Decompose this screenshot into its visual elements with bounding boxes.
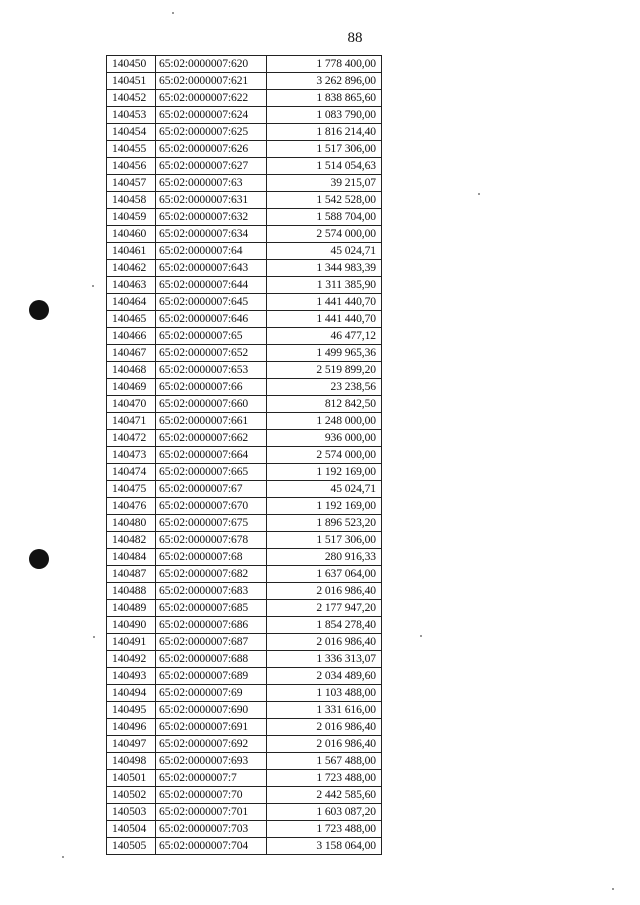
row-number-cell: 140466	[107, 328, 156, 345]
cadastral-value-cell: 1 517 306,00	[267, 532, 382, 549]
cadastral-value-cell: 1 248 000,00	[267, 413, 382, 430]
table-row	[107, 192, 382, 209]
cadastral-number-cell: 65:02:0000007:621	[156, 73, 267, 90]
table-row	[107, 124, 382, 141]
cadastral-value-cell: 1 723 488,00	[267, 821, 382, 838]
scan-speck	[92, 285, 94, 287]
row-number-cell: 140475	[107, 481, 156, 498]
row-number-cell: 140464	[107, 294, 156, 311]
table-row	[107, 804, 382, 821]
cadastral-number-cell: 65:02:0000007:646	[156, 311, 267, 328]
cadastral-value-cell: 2 016 986,40	[267, 736, 382, 753]
table-row	[107, 668, 382, 685]
cadastral-value-cell: 1 854 278,40	[267, 617, 382, 634]
cadastral-value-cell: 812 842,50	[267, 396, 382, 413]
cadastral-number-cell: 65:02:0000007:692	[156, 736, 267, 753]
table-row	[107, 600, 382, 617]
cadastral-number-cell: 65:02:0000007:631	[156, 192, 267, 209]
row-number-cell: 140491	[107, 634, 156, 651]
table-row	[107, 634, 382, 651]
row-number-cell: 140456	[107, 158, 156, 175]
cadastral-number-cell: 65:02:0000007:644	[156, 277, 267, 294]
table-row	[107, 209, 382, 226]
cadastral-number-cell: 65:02:0000007:691	[156, 719, 267, 736]
row-number-cell: 140476	[107, 498, 156, 515]
cadastral-value-table	[106, 55, 382, 855]
table-row	[107, 498, 382, 515]
row-number-cell: 140474	[107, 464, 156, 481]
cadastral-number-cell: 65:02:0000007:693	[156, 753, 267, 770]
row-number-cell: 140450	[107, 56, 156, 73]
scan-speck	[420, 635, 422, 637]
table-row	[107, 617, 382, 634]
table-row	[107, 651, 382, 668]
row-number-cell: 140484	[107, 549, 156, 566]
punch-hole-lower	[29, 549, 49, 569]
row-number-cell: 140463	[107, 277, 156, 294]
cadastral-value-cell: 1 778 400,00	[267, 56, 382, 73]
cadastral-value-cell: 3 158 064,00	[267, 838, 382, 855]
row-number-cell: 140494	[107, 685, 156, 702]
row-number-cell: 140470	[107, 396, 156, 413]
table-row	[107, 736, 382, 753]
cadastral-number-cell: 65:02:0000007:652	[156, 345, 267, 362]
cadastral-number-cell: 65:02:0000007:625	[156, 124, 267, 141]
cadastral-number-cell: 65:02:0000007:688	[156, 651, 267, 668]
table-row	[107, 532, 382, 549]
cadastral-value-cell: 23 238,56	[267, 379, 382, 396]
cadastral-number-cell: 65:02:0000007:687	[156, 634, 267, 651]
cadastral-number-cell: 65:02:0000007:682	[156, 566, 267, 583]
table-row	[107, 464, 382, 481]
row-number-cell: 140453	[107, 107, 156, 124]
cadastral-value-cell: 45 024,71	[267, 243, 382, 260]
row-number-cell: 140498	[107, 753, 156, 770]
cadastral-number-cell: 65:02:0000007:63	[156, 175, 267, 192]
cadastral-number-cell: 65:02:0000007:704	[156, 838, 267, 855]
row-number-cell: 140480	[107, 515, 156, 532]
cadastral-value-cell: 1 637 064,00	[267, 566, 382, 583]
cadastral-number-cell: 65:02:0000007:70	[156, 787, 267, 804]
row-number-cell: 140496	[107, 719, 156, 736]
table-row	[107, 243, 382, 260]
cadastral-value-cell: 45 024,71	[267, 481, 382, 498]
cadastral-value-cell: 1 192 169,00	[267, 464, 382, 481]
scan-speck	[62, 856, 64, 858]
table-row	[107, 90, 382, 107]
cadastral-number-cell: 65:02:0000007:65	[156, 328, 267, 345]
cadastral-number-cell: 65:02:0000007:622	[156, 90, 267, 107]
cadastral-number-cell: 65:02:0000007:632	[156, 209, 267, 226]
cadastral-number-cell: 65:02:0000007:685	[156, 600, 267, 617]
row-number-cell: 140495	[107, 702, 156, 719]
cadastral-number-cell: 65:02:0000007:620	[156, 56, 267, 73]
table-row	[107, 685, 382, 702]
table-row	[107, 719, 382, 736]
row-number-cell: 140469	[107, 379, 156, 396]
cadastral-number-cell: 65:02:0000007:653	[156, 362, 267, 379]
table-row	[107, 277, 382, 294]
cadastral-number-cell: 65:02:0000007:701	[156, 804, 267, 821]
row-number-cell: 140461	[107, 243, 156, 260]
row-number-cell: 140471	[107, 413, 156, 430]
cadastral-number-cell: 65:02:0000007:626	[156, 141, 267, 158]
cadastral-value-cell: 1 723 488,00	[267, 770, 382, 787]
cadastral-value-cell: 1 441 440,70	[267, 294, 382, 311]
page-number: 88	[347, 30, 363, 46]
row-number-cell: 140451	[107, 73, 156, 90]
table-row	[107, 430, 382, 447]
cadastral-value-cell: 39 215,07	[267, 175, 382, 192]
cadastral-value-cell: 1 816 214,40	[267, 124, 382, 141]
cadastral-value-cell: 2 034 489,60	[267, 668, 382, 685]
row-number-cell: 140503	[107, 804, 156, 821]
row-number-cell: 140465	[107, 311, 156, 328]
row-number-cell: 140488	[107, 583, 156, 600]
table-row	[107, 362, 382, 379]
scan-speck	[93, 636, 95, 638]
table-row	[107, 566, 382, 583]
cadastral-value-cell: 1 344 983,39	[267, 260, 382, 277]
cadastral-number-cell: 65:02:0000007:670	[156, 498, 267, 515]
table-row	[107, 379, 382, 396]
cadastral-value-cell: 2 177 947,20	[267, 600, 382, 617]
cadastral-number-cell: 65:02:0000007:67	[156, 481, 267, 498]
cadastral-value-cell: 1 896 523,20	[267, 515, 382, 532]
table-row	[107, 413, 382, 430]
table-row	[107, 328, 382, 345]
cadastral-value-cell: 1 441 440,70	[267, 311, 382, 328]
cadastral-value-cell: 2 016 986,40	[267, 583, 382, 600]
cadastral-value-cell: 1 542 528,00	[267, 192, 382, 209]
cadastral-value-cell: 1 514 054,63	[267, 158, 382, 175]
row-number-cell: 140459	[107, 209, 156, 226]
cadastral-value-cell: 1 336 313,07	[267, 651, 382, 668]
row-number-cell: 140467	[107, 345, 156, 362]
cadastral-value-cell: 46 477,12	[267, 328, 382, 345]
table-row	[107, 260, 382, 277]
cadastral-number-cell: 65:02:0000007:683	[156, 583, 267, 600]
cadastral-value-cell: 1 331 616,00	[267, 702, 382, 719]
table-row	[107, 311, 382, 328]
row-number-cell: 140502	[107, 787, 156, 804]
cadastral-number-cell: 65:02:0000007:64	[156, 243, 267, 260]
cadastral-value-cell: 2 574 000,00	[267, 226, 382, 243]
cadastral-number-cell: 65:02:0000007:675	[156, 515, 267, 532]
scan-speck	[478, 193, 480, 195]
table-row	[107, 56, 382, 73]
table-row	[107, 73, 382, 90]
cadastral-number-cell: 65:02:0000007:645	[156, 294, 267, 311]
row-number-cell: 140492	[107, 651, 156, 668]
cadastral-value-cell: 1 603 087,20	[267, 804, 382, 821]
table-row	[107, 753, 382, 770]
cadastral-number-cell: 65:02:0000007:689	[156, 668, 267, 685]
cadastral-value-cell: 1 192 169,00	[267, 498, 382, 515]
scan-speck	[612, 888, 614, 890]
table-row	[107, 158, 382, 175]
cadastral-value-cell: 2 016 986,40	[267, 719, 382, 736]
cadastral-value-cell: 1 083 790,00	[267, 107, 382, 124]
row-number-cell: 140458	[107, 192, 156, 209]
table-body	[107, 56, 382, 855]
punch-hole-upper	[29, 300, 49, 320]
row-number-cell: 140454	[107, 124, 156, 141]
row-number-cell: 140468	[107, 362, 156, 379]
cadastral-value-cell: 1 588 704,00	[267, 209, 382, 226]
table-row	[107, 294, 382, 311]
table-row	[107, 107, 382, 124]
cadastral-number-cell: 65:02:0000007:7	[156, 770, 267, 787]
cadastral-number-cell: 65:02:0000007:624	[156, 107, 267, 124]
table-row	[107, 787, 382, 804]
table-row	[107, 396, 382, 413]
cadastral-number-cell: 65:02:0000007:703	[156, 821, 267, 838]
row-number-cell: 140497	[107, 736, 156, 753]
cadastral-number-cell: 65:02:0000007:664	[156, 447, 267, 464]
row-number-cell: 140487	[107, 566, 156, 583]
table-row	[107, 549, 382, 566]
row-number-cell: 140452	[107, 90, 156, 107]
row-number-cell: 140473	[107, 447, 156, 464]
table-row	[107, 702, 382, 719]
table-row	[107, 481, 382, 498]
cadastral-number-cell: 65:02:0000007:665	[156, 464, 267, 481]
row-number-cell: 140501	[107, 770, 156, 787]
row-number-cell: 140493	[107, 668, 156, 685]
cadastral-value-cell: 2 442 585,60	[267, 787, 382, 804]
cadastral-value-cell: 936 000,00	[267, 430, 382, 447]
cadastral-number-cell: 65:02:0000007:68	[156, 549, 267, 566]
row-number-cell: 140489	[107, 600, 156, 617]
table-row	[107, 226, 382, 243]
cadastral-value-cell: 1 517 306,00	[267, 141, 382, 158]
cadastral-number-cell: 65:02:0000007:660	[156, 396, 267, 413]
cadastral-number-cell: 65:02:0000007:686	[156, 617, 267, 634]
cadastral-value-cell: 1 499 965,36	[267, 345, 382, 362]
cadastral-number-cell: 65:02:0000007:690	[156, 702, 267, 719]
row-number-cell: 140490	[107, 617, 156, 634]
cadastral-number-cell: 65:02:0000007:69	[156, 685, 267, 702]
cadastral-value-cell: 3 262 896,00	[267, 73, 382, 90]
row-number-cell: 140472	[107, 430, 156, 447]
table-row	[107, 838, 382, 855]
row-number-cell: 140505	[107, 838, 156, 855]
cadastral-value-cell: 2 519 899,20	[267, 362, 382, 379]
cadastral-value-cell: 280 916,33	[267, 549, 382, 566]
cadastral-number-cell: 65:02:0000007:634	[156, 226, 267, 243]
cadastral-number-cell: 65:02:0000007:643	[156, 260, 267, 277]
row-number-cell: 140504	[107, 821, 156, 838]
cadastral-value-cell: 1 103 488,00	[267, 685, 382, 702]
cadastral-number-cell: 65:02:0000007:678	[156, 532, 267, 549]
cadastral-number-cell: 65:02:0000007:627	[156, 158, 267, 175]
table-row	[107, 141, 382, 158]
cadastral-number-cell: 65:02:0000007:66	[156, 379, 267, 396]
table-row	[107, 770, 382, 787]
row-number-cell: 140457	[107, 175, 156, 192]
table-row	[107, 345, 382, 362]
table-row	[107, 821, 382, 838]
table-row	[107, 447, 382, 464]
scan-speck	[172, 12, 174, 14]
table-row	[107, 175, 382, 192]
cadastral-value-cell: 1 838 865,60	[267, 90, 382, 107]
cadastral-value-cell: 1 311 385,90	[267, 277, 382, 294]
cadastral-value-cell: 1 567 488,00	[267, 753, 382, 770]
cadastral-number-cell: 65:02:0000007:661	[156, 413, 267, 430]
cadastral-value-cell: 2 574 000,00	[267, 447, 382, 464]
row-number-cell: 140460	[107, 226, 156, 243]
cadastral-number-cell: 65:02:0000007:662	[156, 430, 267, 447]
table-row	[107, 515, 382, 532]
row-number-cell: 140455	[107, 141, 156, 158]
row-number-cell: 140462	[107, 260, 156, 277]
cadastral-value-cell: 2 016 986,40	[267, 634, 382, 651]
row-number-cell: 140482	[107, 532, 156, 549]
table-row	[107, 583, 382, 600]
